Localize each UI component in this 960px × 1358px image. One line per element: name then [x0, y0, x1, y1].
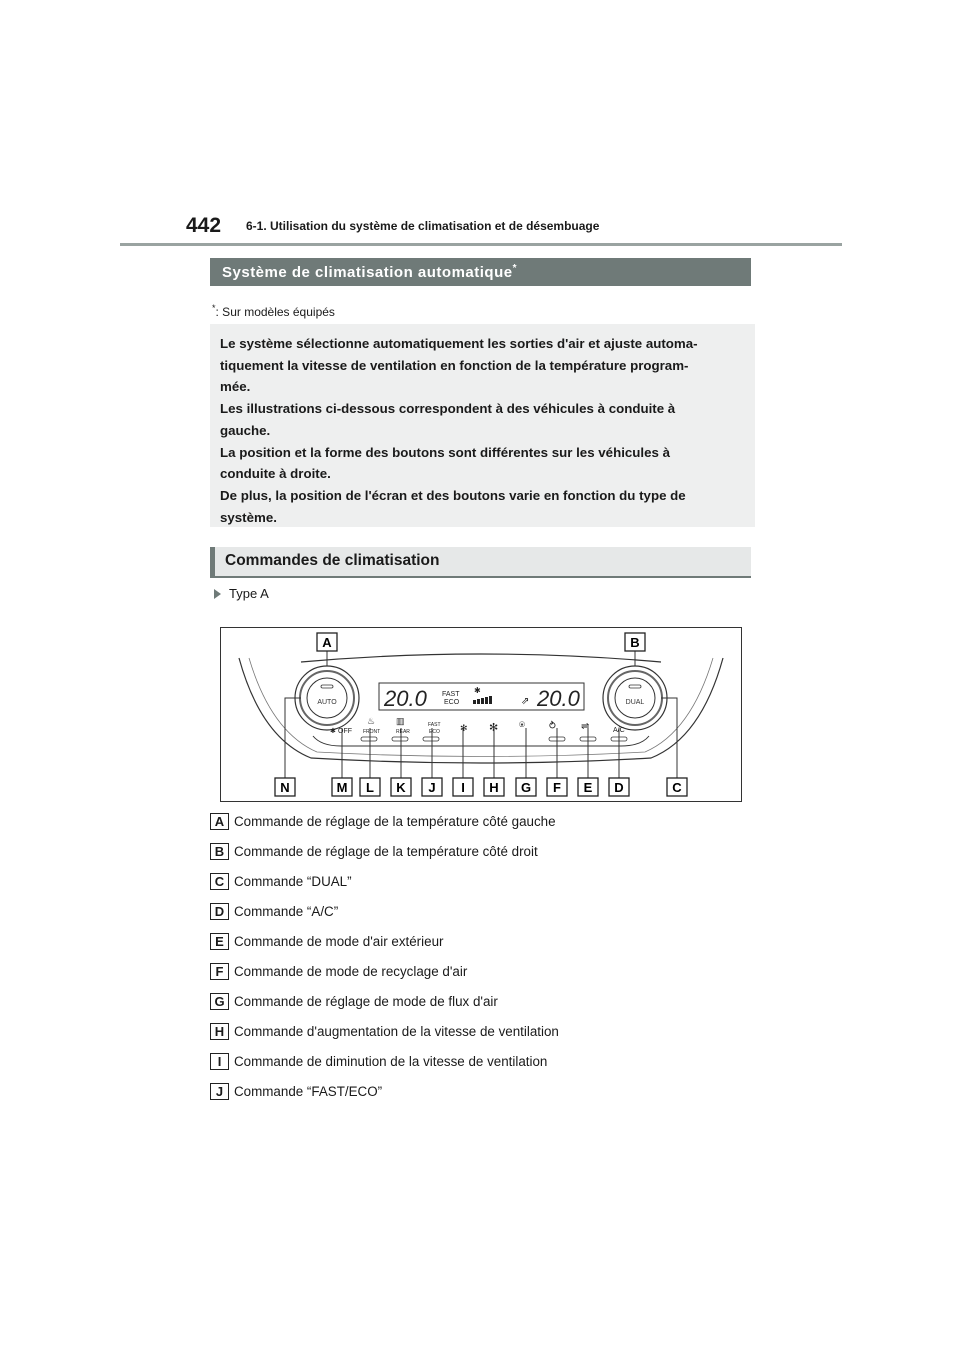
display-right-temp: 20.0: [537, 686, 580, 711]
display-fan-icon: ✱: [474, 686, 481, 695]
right-knob-label: DUAL: [625, 699, 645, 706]
left-knob-inner: [307, 678, 347, 718]
recirculation-icon: ⥁: [549, 721, 556, 732]
legend-key: I: [210, 1053, 229, 1070]
legend-text: Commande “FAST/ECO”: [234, 1083, 383, 1099]
callout-box: [547, 778, 567, 796]
footnote-mark: *: [212, 303, 216, 313]
button-eco-label: ECO: [429, 729, 440, 735]
legend-list: [210, 806, 559, 1106]
callout-label: J: [428, 780, 436, 795]
right-knob-inner: [615, 678, 655, 718]
callout-label: D: [614, 780, 624, 795]
fan-up-icon: ✻: [489, 722, 499, 734]
button-ac-label: A/C: [613, 727, 625, 734]
intro-line: mée.: [220, 379, 251, 395]
callout-box: [578, 778, 598, 796]
section-banner-title: Système de climatisation automatique: [222, 264, 513, 281]
rear-defrost-icon: ▥: [396, 716, 405, 726]
callout-box: [360, 778, 380, 796]
legend-text: Commande de réglage de la température côté droit: [234, 843, 538, 859]
page-number: 442: [186, 214, 222, 237]
callout-label: N: [280, 780, 290, 795]
section-banner-asterisk: *: [512, 263, 517, 274]
front-defrost-icon: ♨: [367, 716, 376, 726]
callout-label: G: [520, 780, 532, 795]
callout-box: [484, 778, 504, 796]
triangle-bullet-icon: [214, 589, 221, 599]
callout-box: [453, 778, 473, 796]
display-airflow-icon: ⇗: [521, 696, 530, 707]
button-fast-label: FAST: [428, 722, 441, 728]
subsection-banner: Commandes de climatisation: [210, 547, 751, 578]
legend-key: J: [210, 1083, 229, 1100]
running-header: 6-1. Utilisation du système de climatisation et de désembuage: [246, 219, 600, 233]
callout-label: A: [322, 635, 332, 650]
header-rule: [120, 243, 842, 246]
intro-line: gauche.: [220, 422, 271, 438]
list-item: [210, 956, 559, 986]
intro-line: Les illustrations ci-dessous correspondent à des véhicules à conduite à: [220, 401, 676, 417]
legend-key: F: [210, 963, 229, 980]
callout-label: B: [630, 635, 640, 650]
fan-down-icon: ✻: [460, 723, 468, 733]
footnote-text: : Sur modèles équipés: [215, 305, 335, 319]
list-item: [210, 1076, 559, 1106]
type-label-text: Type A: [229, 586, 269, 601]
display-mode-line1: FAST: [442, 691, 460, 698]
list-item: [210, 1046, 559, 1076]
legend-key: H: [210, 1023, 229, 1040]
legend-text: Commande “A/C”: [234, 903, 339, 919]
display-mode-line2: ECO: [444, 699, 460, 706]
fan-off-icon: ✱: [330, 728, 336, 735]
callout-box: [625, 633, 645, 651]
intro-line: La position et la forme des boutons sont différentes sur les véhicules à: [220, 444, 670, 460]
callout-box: [609, 778, 629, 796]
type-label: [214, 586, 269, 601]
section-banner: [210, 258, 751, 286]
outside-air-icon: ⇌: [581, 721, 590, 732]
legend-text: Commande “DUAL”: [234, 873, 352, 889]
legend-text: Commande de mode de recyclage d'air: [234, 963, 468, 979]
callout-label: L: [366, 780, 374, 795]
callout-label: I: [461, 780, 465, 795]
legend-key: D: [210, 903, 229, 920]
legend-text: Commande d'augmentation de la vitesse de ventilation: [234, 1023, 559, 1039]
callout-box: [317, 633, 337, 651]
legend-key: B: [210, 843, 229, 860]
legend-text: Commande de mode d'air extérieur: [234, 933, 444, 949]
button-front-label: FRONT: [363, 729, 381, 735]
legend-key: G: [210, 993, 229, 1010]
button-rear-label: REAR: [396, 729, 410, 735]
list-item: [210, 836, 559, 866]
list-item: [210, 896, 559, 926]
intro-line: tiquement la vitesse de ventilation en fonction de la température program-: [220, 357, 689, 373]
list-item: [210, 1016, 559, 1046]
callout-label: M: [336, 780, 348, 795]
button-off-label: OFF: [338, 728, 352, 735]
legend-text: Commande de diminution de la vitesse de ventilation: [234, 1053, 548, 1069]
left-knob-label: AUTO: [317, 699, 337, 706]
callout-label: K: [396, 780, 406, 795]
intro-line: Le système sélectionne automatiquement les sorties d'air et ajuste automa-: [220, 336, 698, 351]
list-item: [210, 806, 559, 836]
panel-top-edge: [301, 654, 661, 662]
intro-line: conduite à droite.: [220, 466, 331, 482]
callout-box: [391, 778, 411, 796]
legend-text: Commande de réglage de mode de flux d'air: [234, 993, 498, 1009]
intro-box: [210, 324, 755, 527]
climate-control-figure: [220, 627, 742, 802]
intro-line: De plus, la position de l'écran et des boutons varie en fonction du type de: [220, 487, 686, 503]
legend-key: A: [210, 813, 229, 830]
callout-box: [667, 778, 687, 796]
callout-label: H: [489, 780, 499, 795]
legend-text: Commande de réglage de la température côté gauche: [234, 813, 556, 829]
legend-key: E: [210, 933, 229, 950]
list-item: [210, 866, 559, 896]
display-left-temp: 20.0: [384, 686, 427, 711]
list-item: [210, 986, 559, 1016]
callout-label: E: [583, 780, 593, 795]
callout-label: F: [553, 780, 561, 795]
callout-box: [516, 778, 536, 796]
airflow-mode-icon: ⍟: [519, 720, 525, 731]
legend-key: C: [210, 873, 229, 890]
intro-line: système.: [220, 509, 277, 525]
leader-lines: [285, 651, 677, 778]
footnote: [212, 303, 335, 319]
callout-box: [332, 778, 352, 796]
callout-label: C: [672, 780, 682, 795]
callout-box: [422, 778, 442, 796]
callout-box: [275, 778, 295, 796]
list-item: [210, 926, 559, 956]
